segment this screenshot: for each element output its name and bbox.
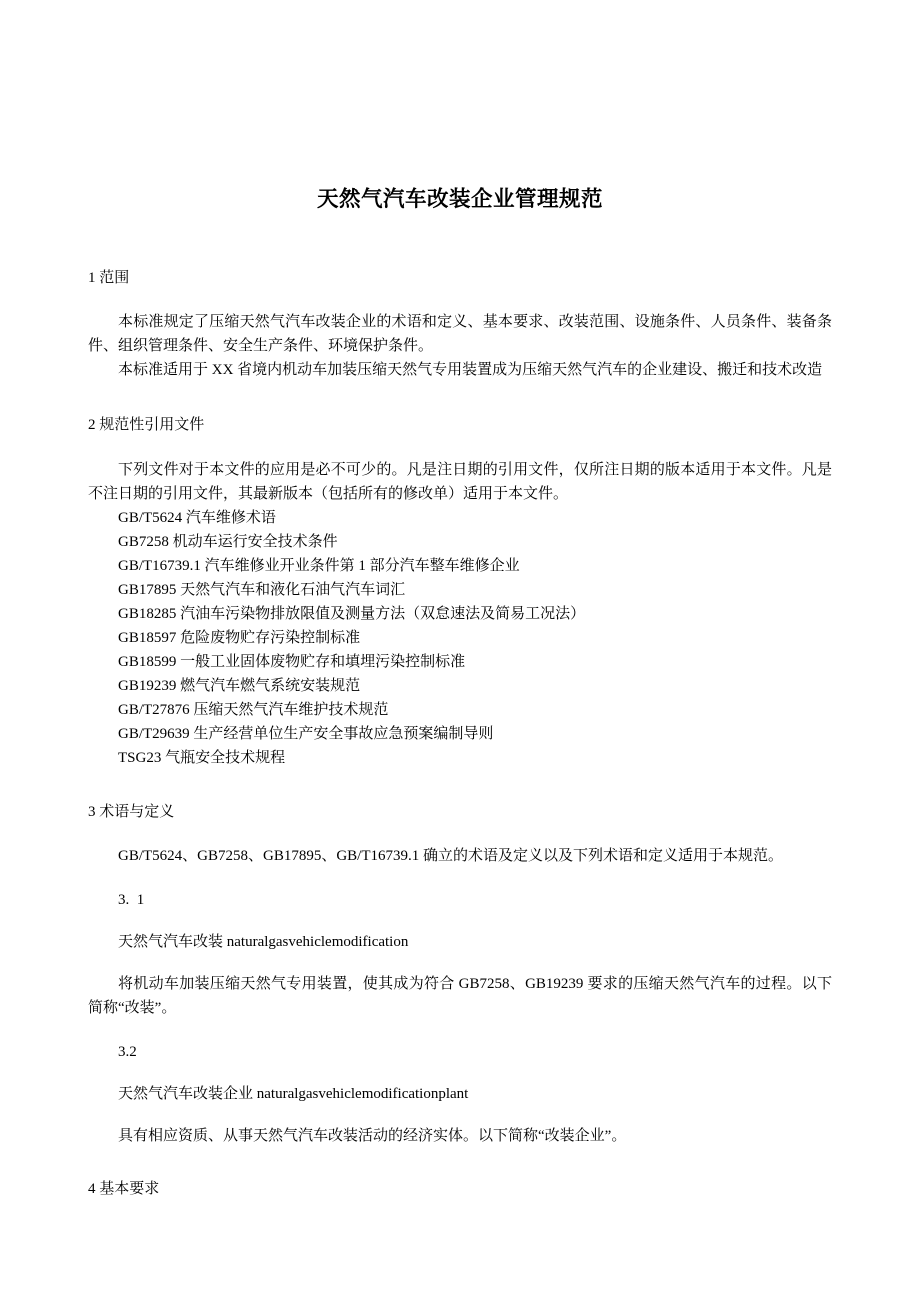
term-definition-3-1: 将机动车加装压缩天然气专用装置，使其成为符合 GB7258、GB19239 要求的压缩天然气汽车的过程。以下简称“改装”。 — [88, 976, 832, 1017]
term-name-3-2: 天然气汽车改装企业 naturalgasvehiclemodificationplant — [118, 1086, 469, 1103]
list-item: GB/T16739.1 汽车维修业开业条件第 1 部分汽车整车维修企业 — [118, 557, 520, 574]
section-heading-basic-requirements: 4 基本要求 — [88, 1181, 160, 1198]
section-heading-normative-references: 2 规范性引用文件 — [88, 417, 205, 434]
section-heading-scope: 1 范围 — [88, 269, 130, 286]
scope-paragraph-2: 本标准适用于 XX 省境内机动车加装压缩天然气专用装置成为压缩天然气汽车的企业建设、搬迁和技术改造 — [118, 362, 823, 379]
normative-references-intro: 下列文件对于本文件的应用是必不可少的。凡是注日期的引用文件，仅所注日期的版本适用于本文件。凡是不注日期的引用文件，其最新版本（包括所有的修改单）适用于本文件。 — [88, 461, 832, 502]
list-item: GB18599 一般工业固体废物贮存和填埋污染控制标准 — [118, 653, 466, 670]
page-title: 天然气汽车改装企业管理规范 — [316, 187, 603, 211]
list-item: GB/T29639 生产经营单位生产安全事故应急预案编制导则 — [118, 725, 494, 742]
term-number-3-2: 3.2 — [118, 1044, 137, 1061]
list-item: GB/T5624 汽车维修术语 — [118, 509, 276, 526]
term-number-3-1: 3. 1 — [118, 892, 145, 909]
term-definition-3-2: 具有相应资质、从事天然气汽车改装活动的经济实体。以下简称“改装企业”。 — [118, 1128, 627, 1145]
list-item: GB7258 机动车运行安全技术条件 — [118, 533, 338, 550]
list-item: TSG23 气瓶安全技术规程 — [118, 749, 286, 766]
standards-list — [88, 506, 832, 770]
scope-paragraph-1: 本标准规定了压缩天然气汽车改装企业的术语和定义、基本要求、改装范围、设施条件、人员条件、装备条件、组织管理条件、安全生产条件、环境保护条件。 — [88, 314, 832, 355]
list-item: GB18285 汽油车污染物排放限值及测量方法（双怠速法及简易工况法） — [118, 605, 586, 622]
document-content — [88, 0, 832, 1201]
section-heading-terms: 3 术语与定义 — [88, 803, 175, 820]
list-item: GB17895 天然气汽车和液化石油气汽车词汇 — [118, 581, 406, 598]
terms-intro: GB/T5624、GB7258、GB17895、GB/T16739.1 确立的术语及定义以及下列术语和定义适用于本规范。 — [118, 848, 784, 865]
term-name-3-1: 天然气汽车改装 naturalgasvehiclemodification — [118, 934, 409, 951]
list-item: GB18597 危险废物贮存污染控制标准 — [118, 629, 361, 646]
list-item: GB19239 燃气汽车燃气系统安装规范 — [118, 677, 361, 694]
list-item: GB/T27876 压缩天然气汽车维护技术规范 — [118, 701, 389, 718]
